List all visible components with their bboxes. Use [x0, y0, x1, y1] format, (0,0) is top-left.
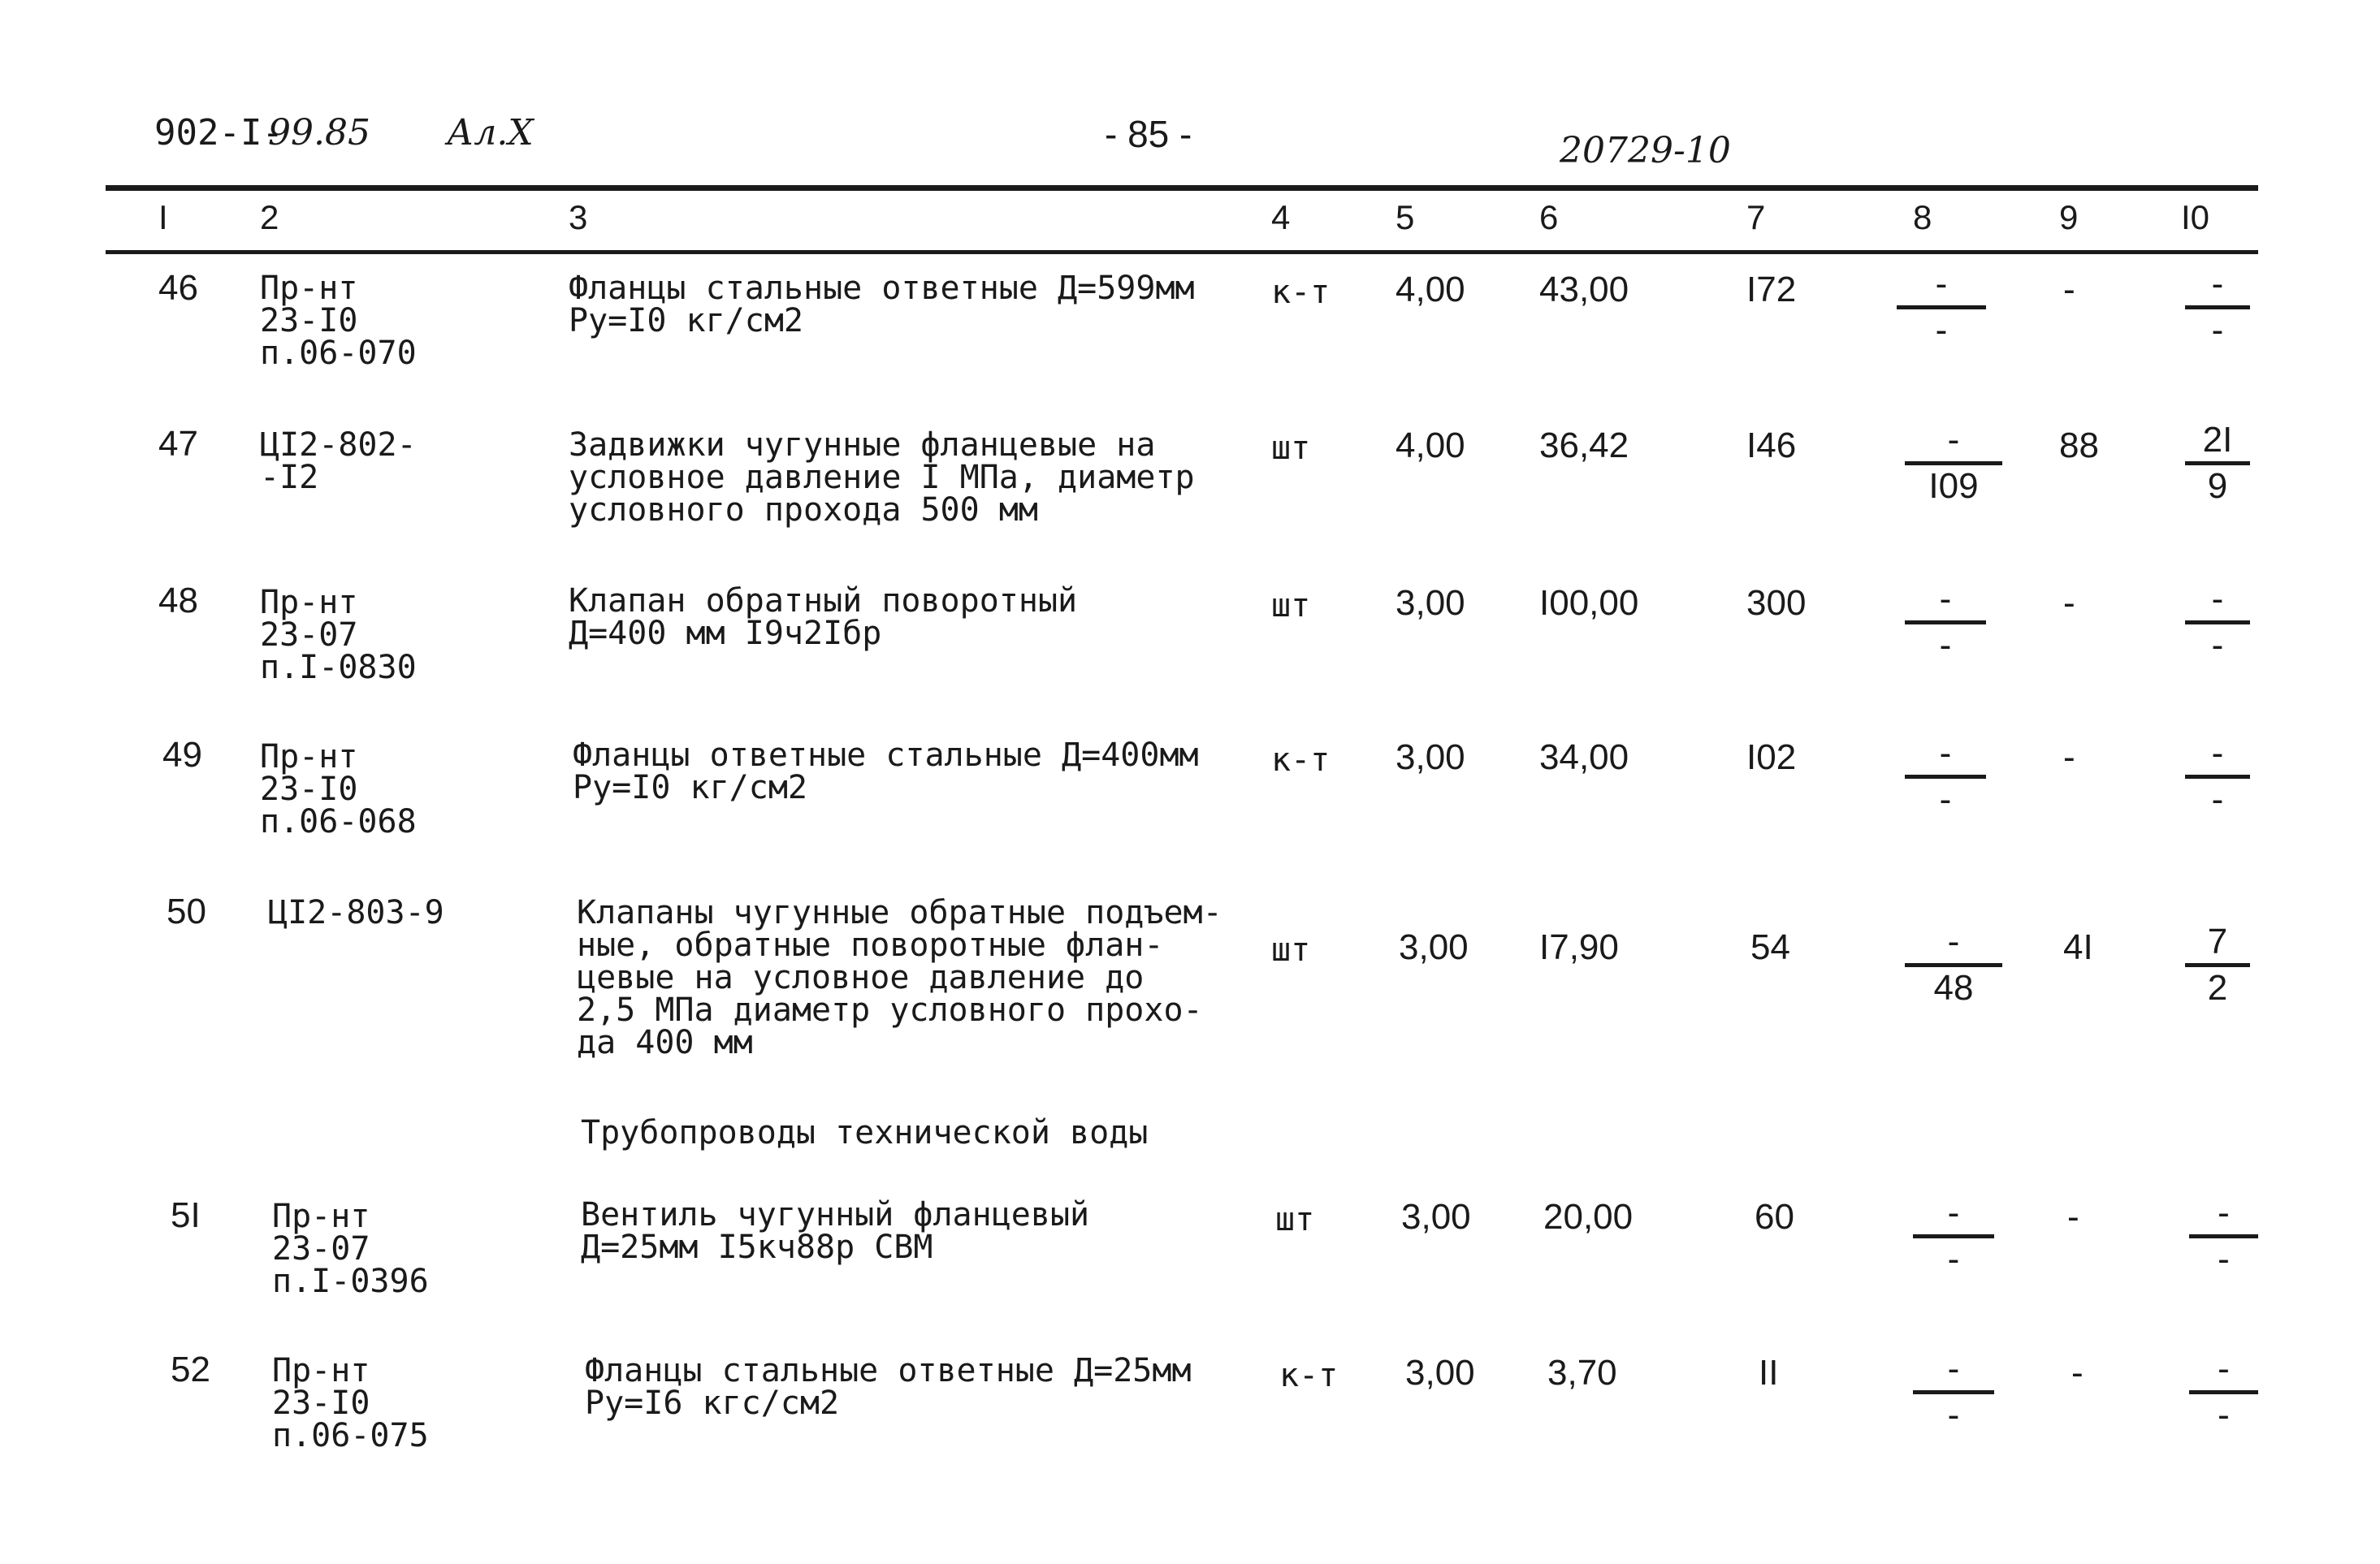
- row-reference: Пр-нт 23-I0 п.06-075: [272, 1352, 429, 1454]
- row-total: 54: [1750, 927, 1790, 967]
- row-description: Задвижки чугунные фланцевые на условное давление I МПа, диаметр условного прохода 500 мм: [569, 426, 1195, 529]
- row-description: Клапаны чугунные обратные подъем- ные, обратные поворотные флан- цевые на условное давление до 2,5 МПа диаметр условного прохо- да 400 мм: [577, 894, 1222, 1061]
- row-col9: 88: [2059, 426, 2099, 465]
- row-description: Фланцы ответные стальные Д=400мм Ру=I0 кг/см2: [573, 737, 1199, 806]
- row-unit: к-т: [1279, 1357, 1339, 1394]
- row-unit: к-т: [1271, 274, 1331, 311]
- column-header-7: 7: [1746, 198, 1766, 236]
- row-total: II: [1759, 1353, 1779, 1393]
- row-total: I72: [1746, 270, 1797, 309]
- row-number: 5I: [171, 1195, 201, 1235]
- row-total: I46: [1746, 426, 1797, 465]
- row-quantity: 4,00: [1396, 270, 1465, 309]
- page-number: - 85 -: [1105, 113, 1192, 155]
- row-col10: - -: [2185, 268, 2250, 347]
- row-col10: - -: [2189, 1353, 2258, 1432]
- row-unit: шт: [1271, 430, 1311, 467]
- row-unit: шт: [1275, 1201, 1315, 1238]
- row-col8: - -: [1913, 1197, 1994, 1276]
- row-unit: шт: [1271, 931, 1311, 969]
- row-col8: - -: [1905, 583, 1986, 662]
- sheet-label: Ал.Х: [447, 112, 534, 153]
- row-col10: 7 2: [2185, 926, 2250, 1005]
- row-description: Фланцы стальные ответные Д=599мм Ру=I0 кг/см2: [569, 270, 1195, 339]
- column-header-6: 6: [1539, 198, 1559, 236]
- column-header-4: 4: [1271, 198, 1291, 236]
- row-total: 300: [1746, 583, 1807, 623]
- column-header-10: I0: [2181, 198, 2210, 236]
- row-col8: - -: [1905, 737, 1986, 816]
- row-col9: -: [2071, 1353, 2084, 1393]
- column-header-9: 9: [2059, 198, 2079, 236]
- row-price: 34,00: [1539, 737, 1629, 777]
- row-description: Фланцы стальные ответные Д=25мм Ру=I6 кгс/см2: [585, 1352, 1192, 1422]
- row-reference: Пр-нт 23-07 п.I-0396: [272, 1198, 429, 1300]
- row-col10: - -: [2185, 737, 2250, 816]
- row-quantity: 3,00: [1399, 927, 1469, 967]
- row-col8: - -: [1897, 268, 1986, 347]
- row-unit: шт: [1271, 587, 1311, 624]
- row-total: 60: [1755, 1197, 1794, 1237]
- row-unit: к-т: [1271, 741, 1331, 779]
- document-code-handwritten: 99.85: [268, 112, 370, 153]
- document-code: 902-I-: [154, 112, 283, 153]
- column-header-1: I: [158, 198, 168, 236]
- section-title: Трубопроводы технической воды: [581, 1114, 1149, 1151]
- row-price: 3,70: [1547, 1353, 1617, 1393]
- row-reference: ЦI2-802- -I2: [260, 426, 417, 496]
- column-header-5: 5: [1396, 198, 1415, 236]
- header-rule-top: [106, 185, 2258, 191]
- row-quantity: 3,00: [1401, 1197, 1471, 1237]
- row-reference: Пр-нт 23-I0 п.06-068: [260, 738, 417, 840]
- row-reference: Пр-нт 23-I0 п.06-070: [260, 270, 417, 372]
- row-col10: - -: [2185, 583, 2250, 662]
- row-price: 43,00: [1539, 270, 1629, 309]
- row-col8: - I09: [1905, 424, 2002, 503]
- row-number: 48: [158, 581, 198, 620]
- row-description: Вентиль чугунный фланцевый Д=25мм I5кч88р СВМ: [581, 1196, 1090, 1266]
- row-col10: 2I 9: [2185, 424, 2250, 503]
- row-price: I7,90: [1539, 927, 1619, 967]
- row-number: 50: [167, 892, 206, 931]
- column-header-8: 8: [1913, 198, 1932, 236]
- row-reference: Пр-нт 23-07 п.I-0830: [260, 584, 417, 686]
- row-number: 49: [162, 735, 202, 775]
- row-col8: - -: [1913, 1353, 1994, 1432]
- row-col9: -: [2063, 583, 2075, 623]
- row-total: I02: [1746, 737, 1797, 777]
- row-col8: - 48: [1905, 926, 2002, 1005]
- row-col10: - -: [2189, 1197, 2258, 1276]
- column-header-2: 2: [260, 198, 279, 236]
- row-price: 36,42: [1539, 426, 1629, 465]
- row-number: 52: [171, 1350, 210, 1389]
- row-reference: ЦI2-803-9: [268, 894, 444, 931]
- header-rule-bottom: [106, 250, 2258, 254]
- row-number: 46: [158, 268, 198, 308]
- column-header-3: 3: [569, 198, 588, 236]
- document-number: 20729-10: [1560, 130, 1731, 171]
- row-col9: -: [2063, 270, 2075, 309]
- row-description: Клапан обратный поворотный Д=400 мм I9ч2Iбр: [569, 582, 1078, 652]
- row-quantity: 4,00: [1396, 426, 1465, 465]
- row-quantity: 3,00: [1396, 583, 1465, 623]
- row-col9: 4I: [2063, 927, 2093, 967]
- row-quantity: 3,00: [1405, 1353, 1475, 1393]
- row-col9: -: [2063, 737, 2075, 777]
- row-quantity: 3,00: [1396, 737, 1465, 777]
- row-number: 47: [158, 424, 198, 464]
- row-price: 20,00: [1543, 1197, 1634, 1237]
- row-col9: -: [2067, 1197, 2079, 1237]
- row-price: I00,00: [1539, 583, 1639, 623]
